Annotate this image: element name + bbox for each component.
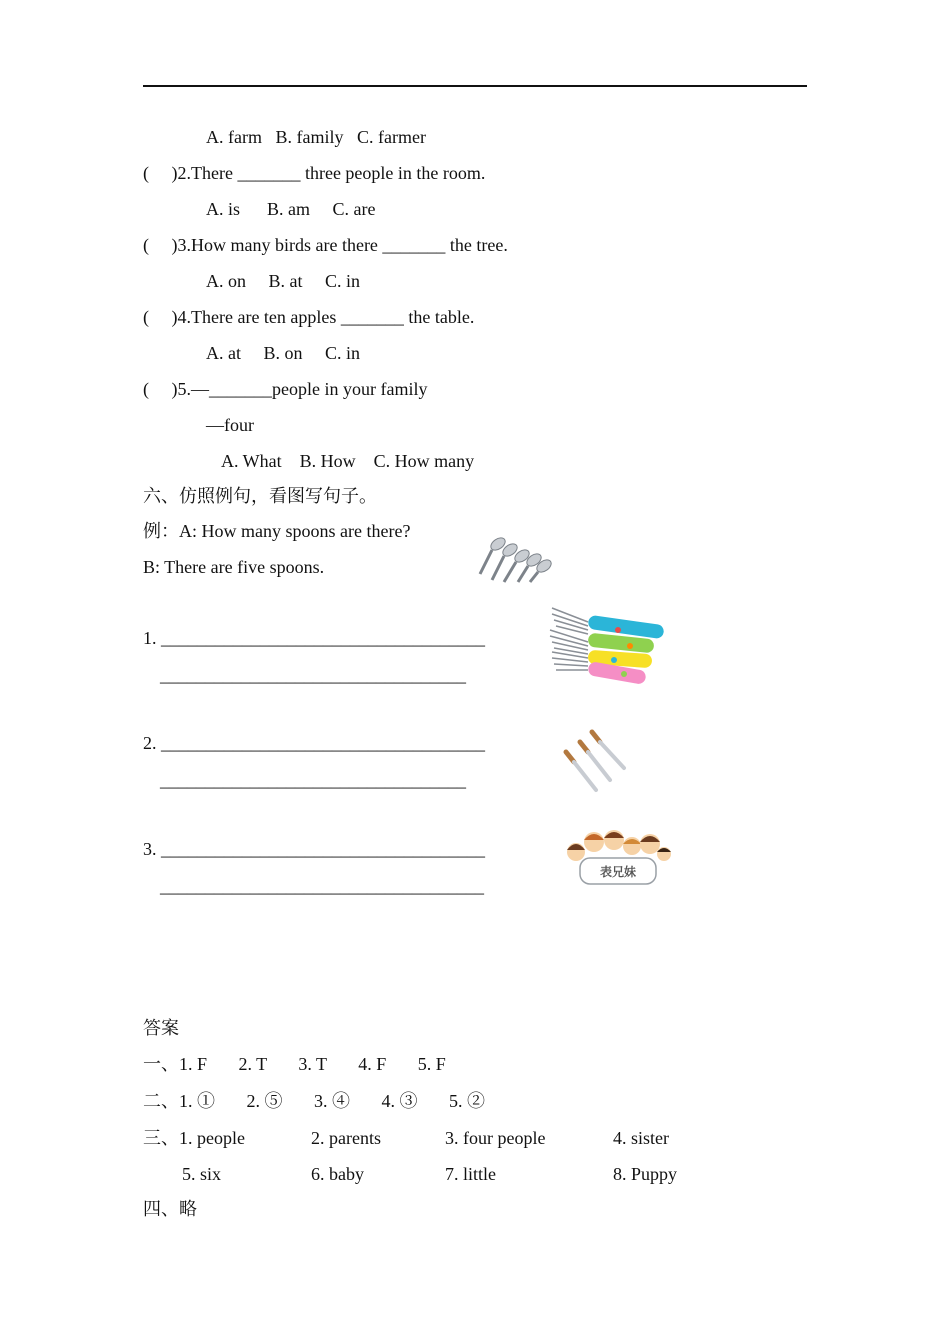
q2-options: A. is B. am C. are — [206, 199, 376, 219]
banner-label: 表兄妹 — [599, 865, 637, 879]
cousins-image — [562, 824, 674, 890]
answer-row-3-col-1: 三、1. people — [143, 1128, 245, 1148]
q5-stem: ( )5.—_______people in your family — [143, 379, 428, 399]
answer-row-5: 四、略 — [143, 1199, 197, 1219]
q1-options: A. farm B. family C. farmer — [206, 127, 426, 147]
q3-options: A. on B. at C. in — [206, 271, 361, 291]
answer-row-4-col-3: 7. little — [445, 1164, 496, 1184]
q5-options: A. What B. How C. How many — [221, 451, 475, 471]
answer-row-3-col-2: 2. parents — [311, 1128, 381, 1148]
header-rule — [143, 85, 807, 87]
item1-line2: __________________________________ — [160, 665, 466, 685]
item3-line2: ____________________________________ — [160, 876, 484, 896]
answers-heading: 答案 — [143, 1018, 179, 1038]
q2-stem: ( )2.There _______ three people in the room. — [143, 163, 486, 183]
spoons-image — [476, 530, 562, 584]
forks-image — [548, 600, 670, 688]
item2-line2: __________________________________ — [160, 770, 466, 790]
example-answer: B: There are five spoons. — [143, 557, 325, 577]
answer-row-3-col-3: 3. four people — [445, 1128, 546, 1148]
section6-heading: 六、仿照例句，看图写句子。 — [143, 486, 377, 506]
item1-line1: 1. ____________________________________ — [143, 628, 485, 648]
answer-row-4-col-4: 8. Puppy — [613, 1164, 678, 1184]
q4-stem: ( )4.There are ten apples _______ the table. — [143, 307, 475, 327]
answer-row-3-col-4: 4. sister — [613, 1128, 669, 1148]
item2-line1: 2. ____________________________________ — [143, 733, 485, 753]
item3-line1: 3. ____________________________________ — [143, 839, 485, 859]
q5-reply: —four — [206, 415, 254, 435]
answer-row-4-col-2: 6. baby — [311, 1164, 364, 1184]
example-question: 例：A: How many spoons are there? — [143, 521, 411, 541]
knives-image — [560, 728, 630, 794]
answer-row-1: 一、1. F 2. T 3. T 4. F 5. F — [143, 1054, 446, 1074]
q4-options: A. at B. on C. in — [206, 343, 361, 363]
answer-row-2: 二、1. ① 2. ⑤ 3. ④ 4. ③ 5. ② — [143, 1091, 485, 1111]
q3-stem: ( )3.How many birds are there _______ the tree. — [143, 235, 508, 255]
answer-row-4-col-1: 5. six — [182, 1164, 222, 1184]
